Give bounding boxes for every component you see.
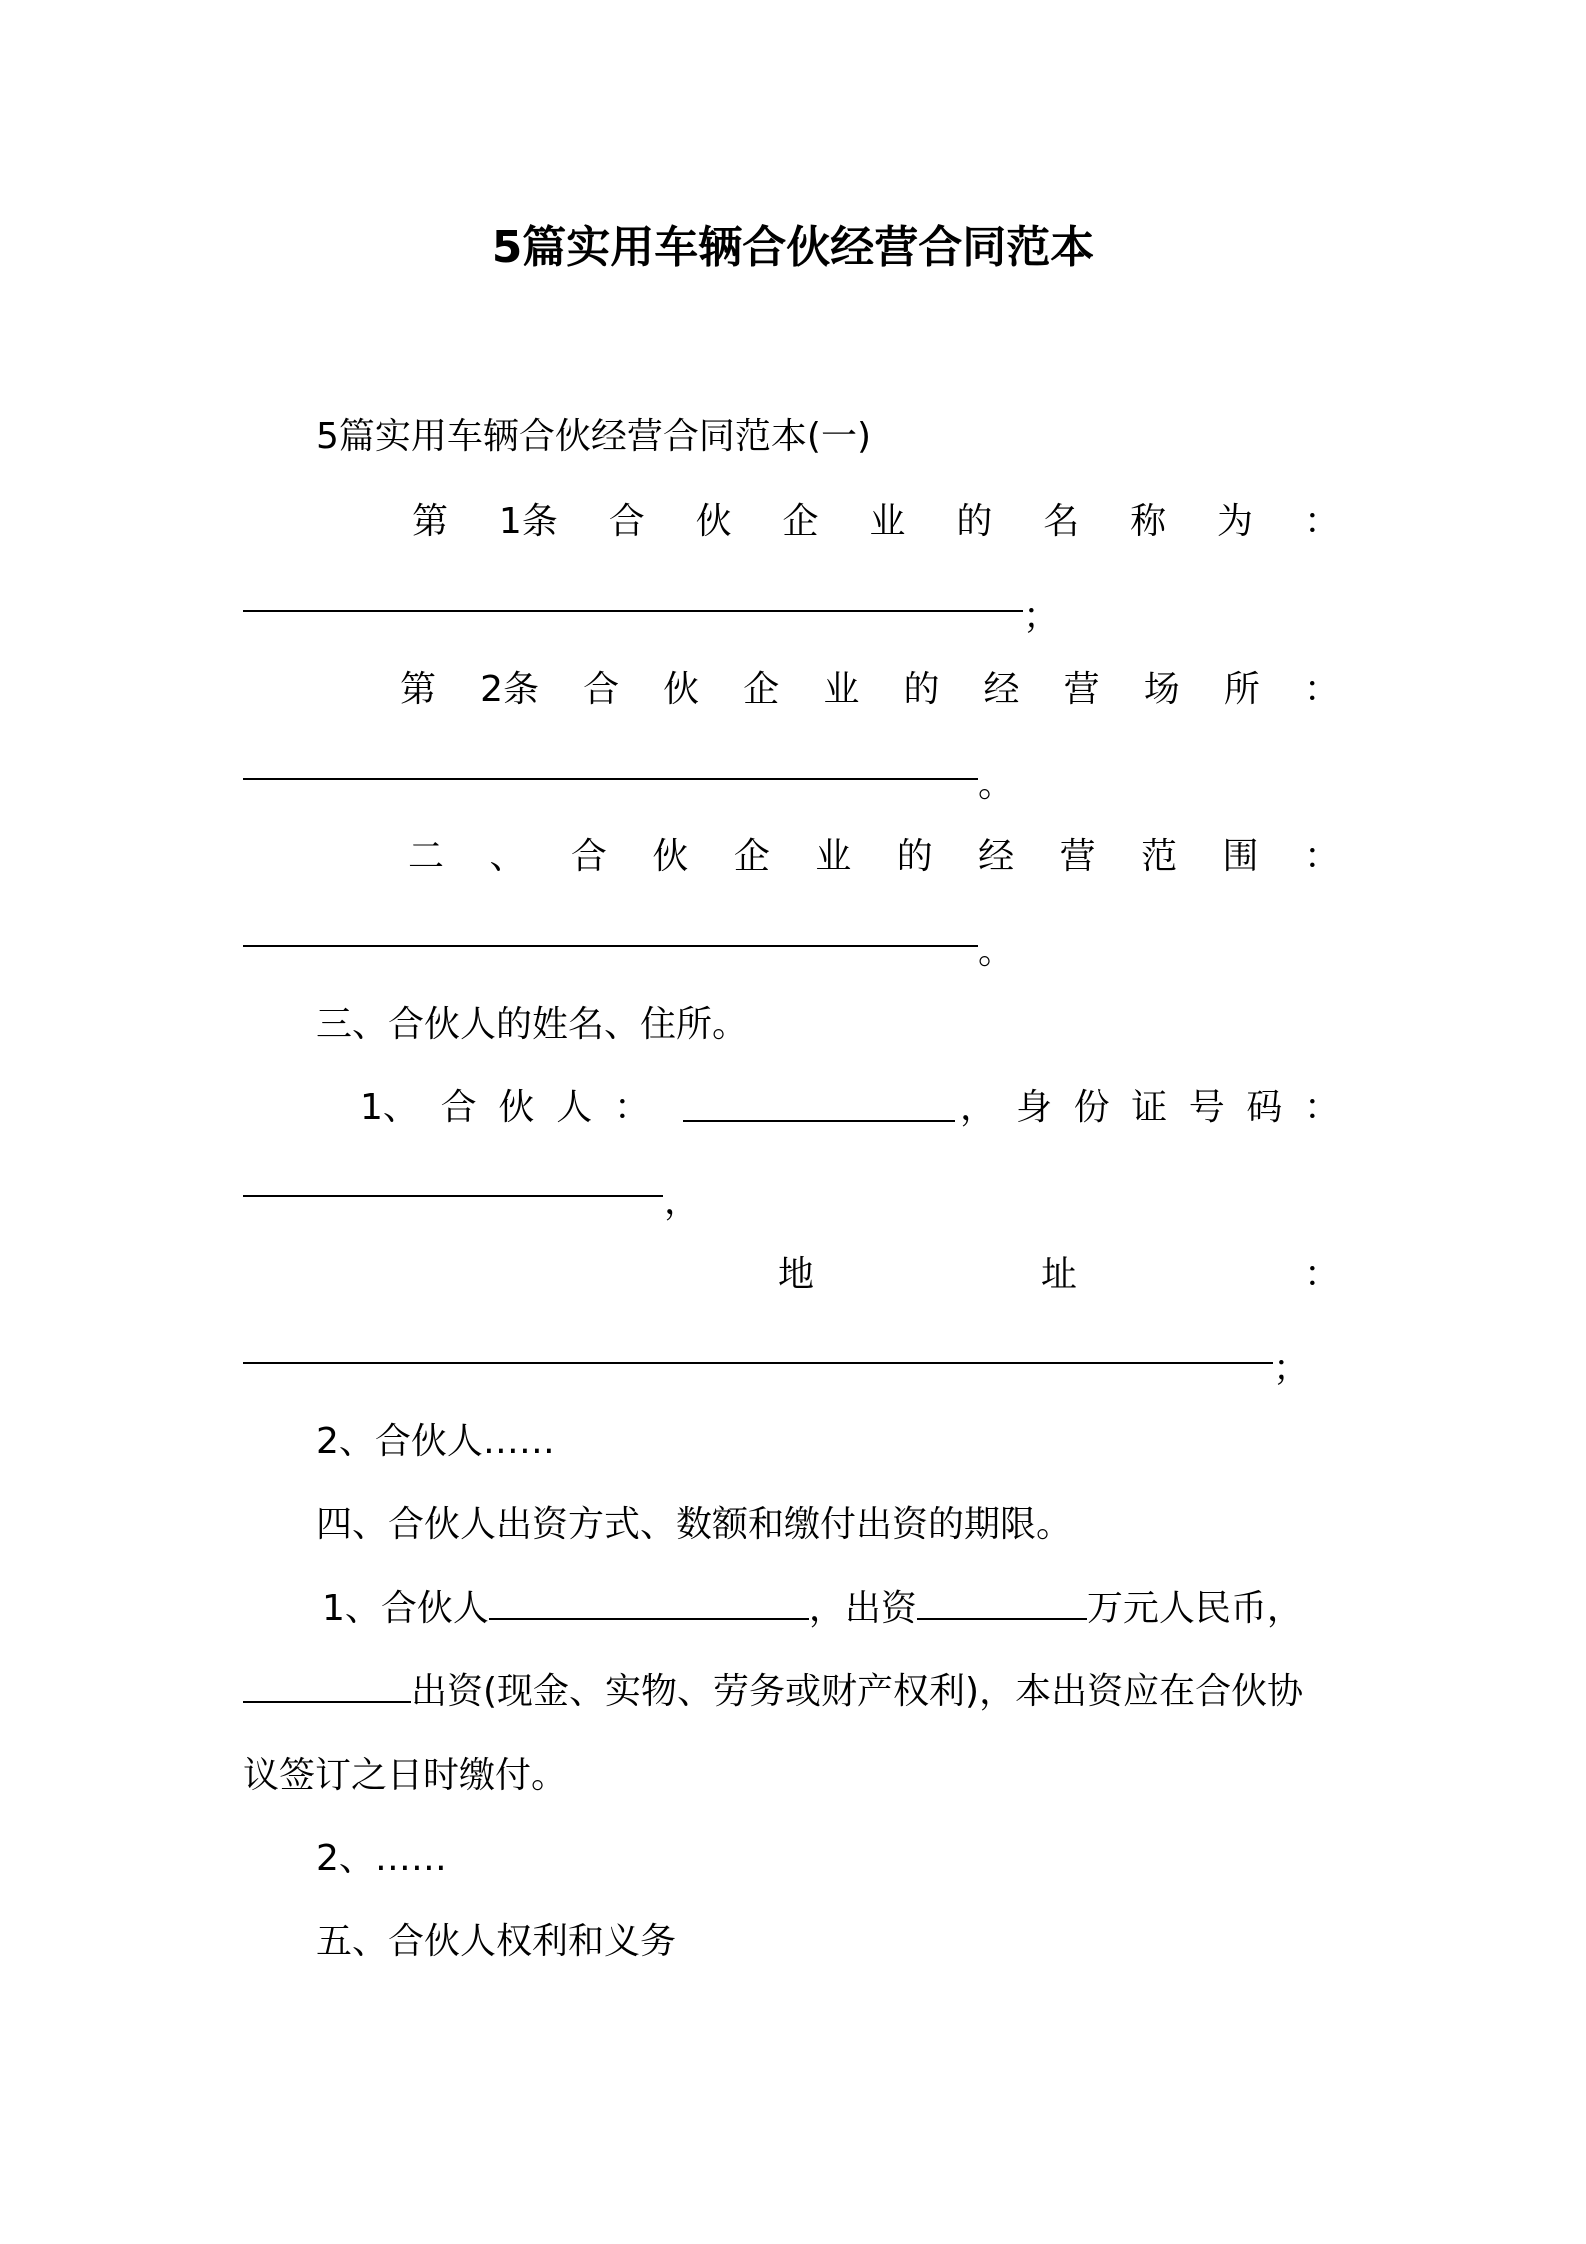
article-2-blank <box>243 778 978 780</box>
partner-1-address-label <box>778 1250 1340 1300</box>
spread-char: 合 <box>570 836 607 877</box>
spread-char: 业 <box>823 669 860 710</box>
scope-line <box>408 832 1340 882</box>
contribution-currency-text: 万元人民币， <box>1086 1588 1303 1629</box>
spread-char: ： <box>1303 1087 1340 1128</box>
partner-1-address-blank <box>243 1362 1273 1364</box>
spread-char: 1、 <box>360 1087 419 1128</box>
spread-char: ： <box>613 1087 650 1128</box>
spread-char: 名 <box>1043 501 1080 542</box>
spread-char: 、 <box>489 836 526 877</box>
partners-heading: 三、合伙人的姓名、住所。 <box>316 1004 749 1045</box>
spread-char: 伙 <box>652 836 689 877</box>
spread-char: 的 <box>903 669 940 710</box>
spread-char: 2条 <box>480 669 539 710</box>
article-2-line <box>400 665 1340 715</box>
contribution-partner-blank <box>489 1588 809 1620</box>
spread-char: 称 <box>1130 501 1167 542</box>
spread-char: 身 <box>1016 1087 1053 1128</box>
spread-char: 的 <box>956 501 993 542</box>
spread-char: ： <box>1303 501 1340 542</box>
spread-char: 营 <box>1063 669 1100 710</box>
spread-char: 人 <box>556 1087 593 1128</box>
spread-char: 第 <box>412 501 449 542</box>
partner-1-id-label <box>1016 1083 1340 1133</box>
spread-char: 合 <box>440 1087 477 1128</box>
spread-char: 企 <box>733 836 770 877</box>
scope-blank <box>243 945 978 947</box>
spread-char: 址 <box>1040 1254 1077 1295</box>
spread-char: 伙 <box>663 669 700 710</box>
article-1-end: ； <box>1023 596 1060 637</box>
spread-char: 份 <box>1073 1087 1110 1128</box>
partner-1-name-blank <box>683 1120 955 1122</box>
spread-char: 码 <box>1246 1087 1283 1128</box>
spread-char: 二 <box>408 836 445 877</box>
spread-char: 1条 <box>498 501 558 542</box>
spread-char: 范 <box>1141 836 1178 877</box>
spread-char: 企 <box>782 501 819 542</box>
partner-2-line: 2、合伙人…… <box>316 1421 555 1462</box>
spread-char: 营 <box>1059 836 1096 877</box>
partner-1-label <box>360 1083 650 1133</box>
spread-char: 伙 <box>695 501 732 542</box>
contribution-partner-text: 1、合伙人 <box>322 1588 489 1629</box>
spread-char: 业 <box>869 501 906 542</box>
contribution-method-blank <box>243 1671 411 1703</box>
document-title: 5篇实用车辆合伙经营合同范本 <box>491 222 1095 273</box>
item-2-line: 2、…… <box>316 1838 447 1879</box>
spread-char: 为 <box>1217 501 1254 542</box>
contribution-line-3: 议签订之日时缴付。 <box>243 1755 568 1796</box>
rights-heading: 五、合伙人权利和义务 <box>316 1921 677 1962</box>
spread-char: 证 <box>1131 1087 1168 1128</box>
section-heading: 5篇实用车辆合伙经营合同范本(一) <box>316 416 871 457</box>
partner-1-comma: ， <box>960 1087 997 1128</box>
spread-char: ： <box>1303 669 1340 710</box>
contribution-amount-blank <box>917 1588 1087 1620</box>
spread-char: ： <box>1303 836 1340 877</box>
scope-end: 。 <box>978 931 1015 972</box>
partner-1-id-blank <box>243 1195 663 1197</box>
partner-1-address-end: ； <box>1273 1348 1310 1389</box>
article-2-end: 。 <box>978 764 1015 805</box>
spread-char: 围 <box>1222 836 1259 877</box>
contribution-line-2 <box>243 1667 1303 1717</box>
spread-char: 的 <box>896 836 933 877</box>
spread-char: 地 <box>778 1254 815 1295</box>
spread-char: 经 <box>978 836 1015 877</box>
spread-char: 合 <box>608 501 645 542</box>
partner-1-id-end: ， <box>664 1181 701 1222</box>
contribution-amount-text: ，出资 <box>808 1588 917 1629</box>
spread-char: 业 <box>815 836 852 877</box>
spread-char: ： <box>1303 1254 1340 1295</box>
article-1-line <box>412 497 1340 547</box>
spread-char: 号 <box>1188 1087 1225 1128</box>
spread-char: 合 <box>583 669 620 710</box>
contribution-line-1 <box>322 1584 1303 1634</box>
contribution-method-text: 出资(现金、实物、劳务或财产权利)，本出资应在合伙协 <box>411 1671 1304 1712</box>
contribution-heading: 四、合伙人出资方式、数额和缴付出资的期限。 <box>316 1504 1073 1545</box>
spread-char: 所 <box>1223 669 1260 710</box>
spread-char: 第 <box>400 669 437 710</box>
article-1-blank <box>243 610 1023 612</box>
spread-char: 经 <box>983 669 1020 710</box>
spread-char: 伙 <box>498 1087 535 1128</box>
spread-char: 场 <box>1143 669 1180 710</box>
spread-char: 企 <box>743 669 780 710</box>
